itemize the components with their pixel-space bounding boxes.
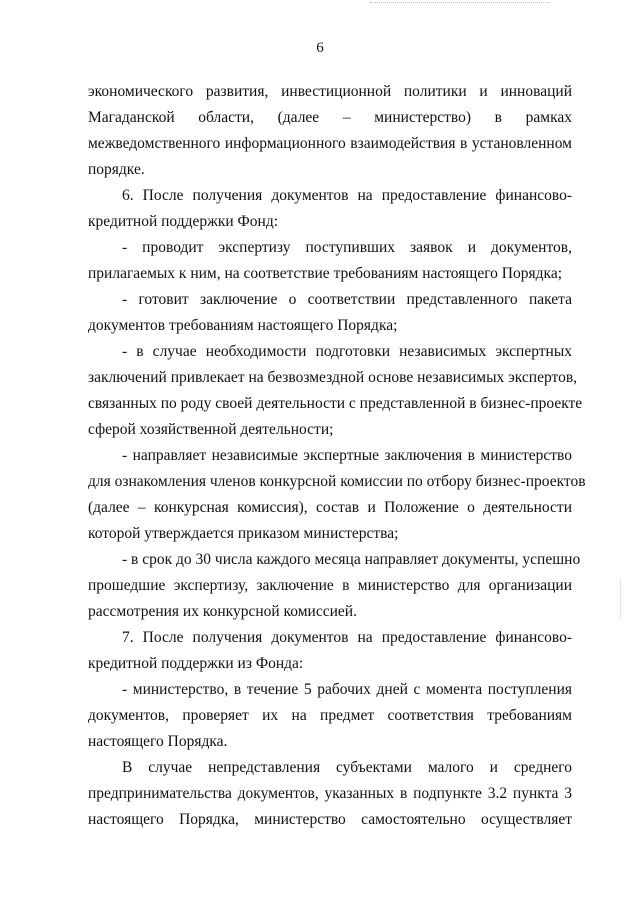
text-line: сферой хозяйственной деятельности;: [88, 421, 334, 438]
text-line: для ознакомления членов конкурсной комиссии по отбору бизнес-проектов: [88, 473, 586, 490]
text-line: - проводит экспертизу поступивших заявок и документов,: [122, 239, 572, 256]
text-line: заключений привлекает на безвозмездной основе независимых экспертов,: [88, 369, 578, 386]
text-line: - в случае необходимости подготовки независимых экспертных: [122, 343, 572, 360]
text-line: кредитной поддержки Фонд:: [88, 213, 279, 230]
text-line: которой утверждается приказом министерства;: [88, 525, 399, 542]
text-line: экономического развития, инвестиционной политики и инноваций: [88, 83, 572, 100]
text-line: предпринимательства документов, указанных в подпункте 3.2 пункта 3: [88, 785, 572, 802]
text-line: порядке.: [88, 161, 145, 178]
text-line: В случае непредставления субъектами малого и среднего: [122, 759, 572, 776]
text-line: - готовит заключение о соответствии представленного пакета: [122, 291, 572, 308]
text-line: межведомственного информационного взаимодействия в установленном: [88, 135, 572, 152]
text-line: документов требованиям настоящего Порядка;: [88, 317, 398, 334]
text-line: 6. После получения документов на предоставление финансово-: [122, 187, 572, 204]
text-line: - направляет независимые экспертные заключения в министерство: [122, 447, 572, 464]
text-line: настоящего Порядка.: [88, 733, 228, 750]
text-line: прошедшие экспертизу, заключение в министерство для организации: [88, 577, 572, 594]
text-line: - министерство, в течение 5 рабочих дней с момента поступления: [122, 681, 572, 698]
page-number: 6: [316, 40, 324, 56]
text-line: документов, проверяет их на предмет соответствия требованиям: [88, 707, 572, 724]
text-line: прилагаемых к ним, на соответствие требованиям настоящего Порядка;: [88, 265, 562, 282]
text-line: связанных по роду своей деятельности с представленной в бизнес-проекте: [88, 395, 583, 412]
scan-artifact: [370, 2, 550, 5]
text-line: 7. После получения документов на предоставление финансово-: [122, 629, 572, 646]
scan-artifact: [620, 580, 622, 620]
text-line: рассмотрения их конкурсной комиссией.: [88, 603, 357, 620]
text-line: (далее – конкурсная комиссия), состав и Положение о деятельности: [88, 499, 572, 516]
text-line: кредитной поддержки из Фонда:: [88, 655, 304, 672]
text-line: настоящего Порядка, министерство самостоятельно осуществляет: [88, 811, 572, 828]
text-line: - в срок до 30 числа каждого месяца направляет документы, успешно: [122, 551, 581, 568]
text-line: Магаданской области, (далее – министерство) в рамках: [88, 109, 572, 126]
